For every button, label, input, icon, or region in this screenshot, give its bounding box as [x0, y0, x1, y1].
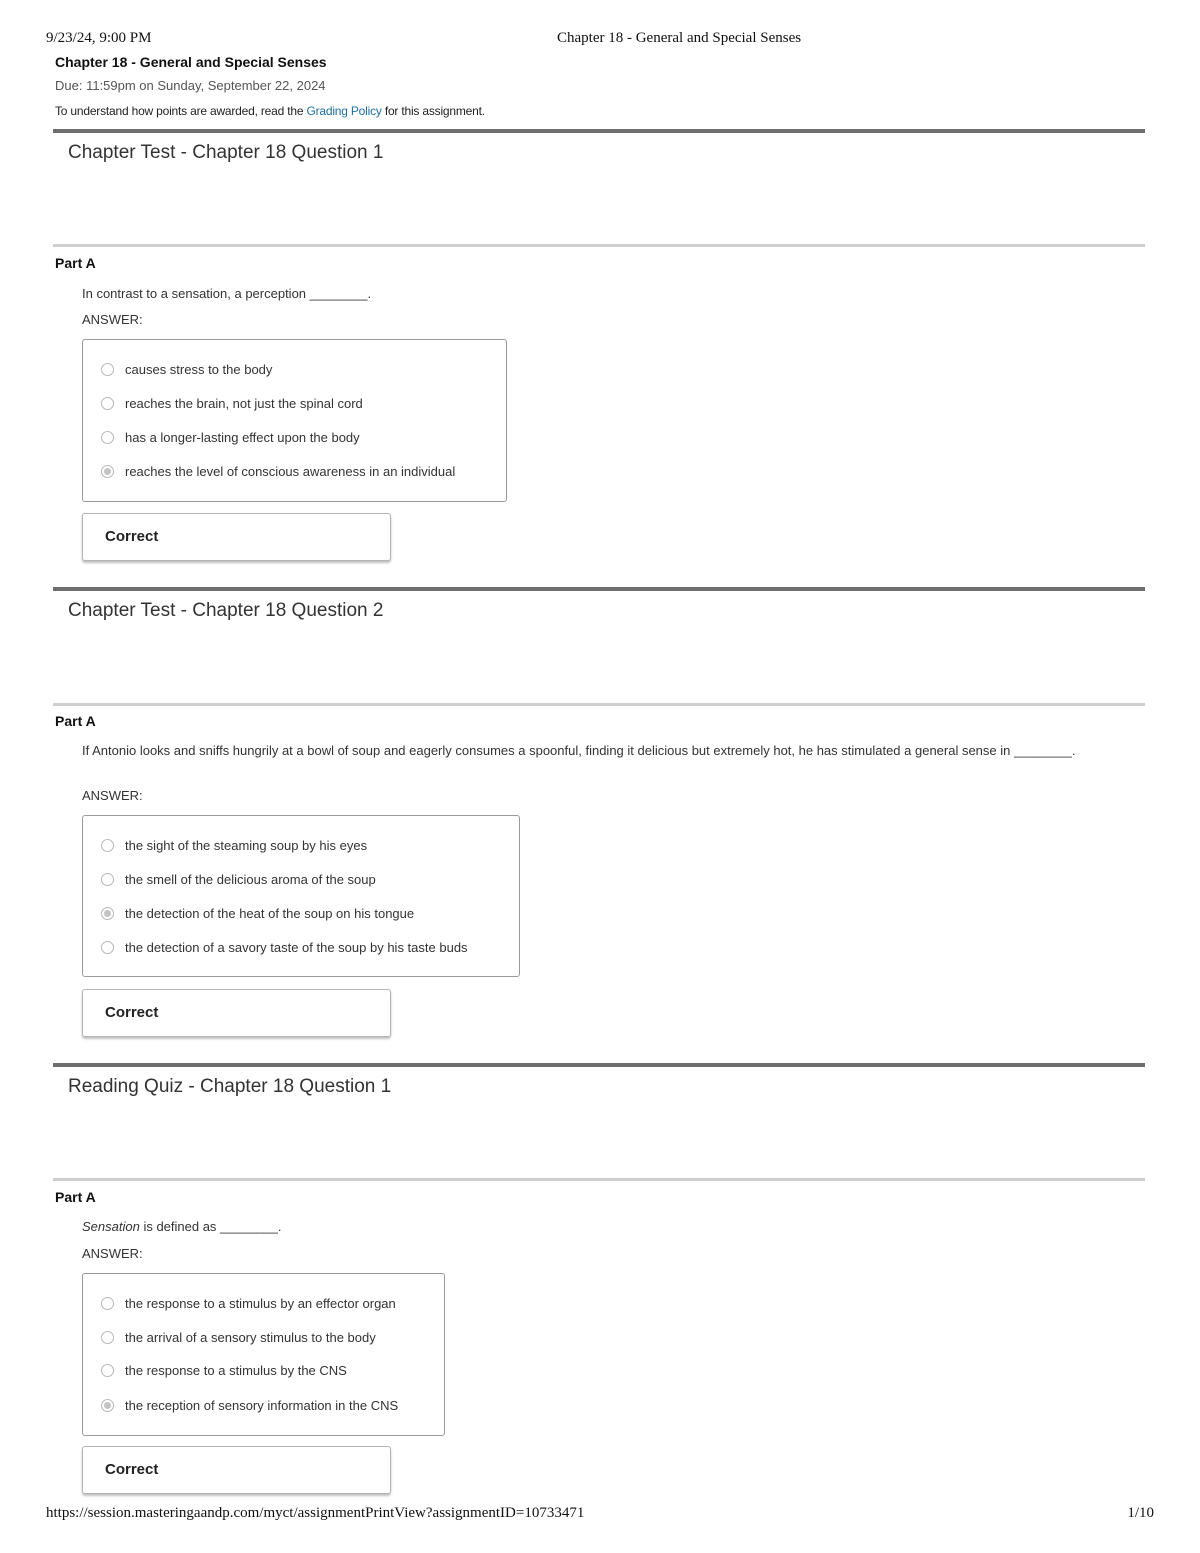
answer-option[interactable] [101, 1327, 376, 1347]
answer-option[interactable] [101, 427, 360, 447]
question-divider [53, 587, 1145, 591]
print-footer [46, 1505, 1154, 1525]
answer-label: ANSWER: [82, 1246, 143, 1261]
part-label: Part A [55, 255, 96, 271]
option-label: reaches the brain, not just the spinal cord [125, 395, 363, 411]
feedback-correct: Correct [105, 528, 159, 545]
radio-button[interactable] [101, 397, 114, 410]
question-prompt: In contrast to a sensation, a perception ________. [82, 286, 372, 301]
answer-options [82, 815, 520, 977]
prompt-text: is defined as ________. [139, 1219, 282, 1234]
grading-suffix: for this assignment. [381, 104, 485, 118]
question-divider [53, 129, 1145, 133]
answer-option[interactable] [101, 359, 272, 379]
part-divider [53, 1178, 1145, 1181]
radio-button[interactable] [101, 1364, 114, 1377]
answer-option[interactable] [101, 461, 455, 481]
option-label: the arrival of a sensory stimulus to the body [125, 1329, 376, 1345]
radio-button[interactable] [101, 873, 114, 886]
feedback-box [82, 989, 391, 1037]
question-divider [53, 1063, 1145, 1067]
option-label: the reception of sensory information in the CNS [125, 1397, 399, 1413]
question-block [53, 129, 1145, 569]
print-doc-title: Chapter 18 - General and Special Senses [557, 30, 802, 46]
question-prompt [82, 1217, 1085, 1236]
assignment-title: Chapter 18 - General and Special Senses [55, 54, 327, 70]
grading-note [55, 104, 485, 118]
option-label: causes stress to the body [125, 361, 273, 377]
answer-option[interactable] [101, 1293, 396, 1313]
answer-label: ANSWER: [82, 788, 143, 803]
question-title: Reading Quiz - Chapter 18 Question 1 [68, 1076, 392, 1097]
part-label: Part A [55, 713, 96, 729]
prompt-term: Sensation [82, 1219, 140, 1234]
feedback-box [82, 1446, 391, 1494]
radio-button[interactable] [101, 431, 114, 444]
feedback-box [82, 513, 391, 561]
option-label: the detection of the heat of the soup on his tongue [125, 905, 415, 921]
answer-options [82, 1273, 445, 1436]
radio-button-selected[interactable] [101, 907, 114, 920]
question-block [53, 587, 1145, 1047]
feedback-correct: Correct [105, 1004, 159, 1021]
part-divider [53, 244, 1145, 247]
answer-option[interactable] [101, 937, 468, 957]
radio-button-selected[interactable] [101, 1399, 114, 1412]
answer-option[interactable] [101, 1360, 347, 1380]
radio-button-selected[interactable] [101, 465, 114, 478]
feedback-correct: Correct [105, 1461, 159, 1478]
grading-policy-link[interactable]: Grading Policy [306, 104, 382, 118]
option-label: the detection of a savory taste of the soup by his taste buds [125, 939, 468, 955]
question-title: Chapter Test - Chapter 18 Question 2 [68, 600, 384, 621]
answer-option[interactable] [101, 835, 367, 855]
answer-label: ANSWER: [82, 312, 143, 327]
answer-option[interactable] [101, 393, 363, 413]
part-divider [53, 703, 1145, 706]
radio-button[interactable] [101, 1297, 114, 1310]
radio-button[interactable] [101, 1331, 114, 1344]
due-date: Due: 11:59pm on Sunday, September 22, 2024 [55, 78, 326, 93]
option-label: reaches the level of conscious awareness in an individual [125, 463, 456, 479]
option-label: the smell of the delicious aroma of the soup [125, 871, 376, 887]
print-date: 9/23/24, 9:00 PM [46, 30, 152, 46]
option-label: the sight of the steaming soup by his eyes [125, 837, 368, 853]
answer-option[interactable] [101, 869, 376, 889]
option-label: has a longer-lasting effect upon the body [125, 429, 360, 445]
answer-options [82, 339, 507, 502]
radio-button[interactable] [101, 363, 114, 376]
answer-option[interactable] [101, 903, 414, 923]
print-url: https://session.masteringaandp.com/myct/assignmentPrintView?assignmentID=10733471 [46, 1505, 585, 1521]
option-label: the response to a stimulus by the CNS [125, 1362, 347, 1378]
part-label: Part A [55, 1189, 96, 1205]
question-prompt: If Antonio looks and sniffs hungrily at a bowl of soup and eagerly consumes a spoonful, finding it delicious but extremely hot, he has stimulated a general sense in ________. [82, 743, 1076, 758]
radio-button[interactable] [101, 839, 114, 852]
option-label: the response to a stimulus by an effector organ [125, 1295, 396, 1311]
print-header [46, 30, 1154, 50]
radio-button[interactable] [101, 941, 114, 954]
grading-prefix: To understand how points are awarded, read the [55, 104, 307, 118]
page-number: 1/10 [1127, 1505, 1154, 1521]
question-title: Chapter Test - Chapter 18 Question 1 [68, 142, 384, 163]
answer-option[interactable] [101, 1395, 398, 1415]
question-block [53, 1063, 1145, 1503]
